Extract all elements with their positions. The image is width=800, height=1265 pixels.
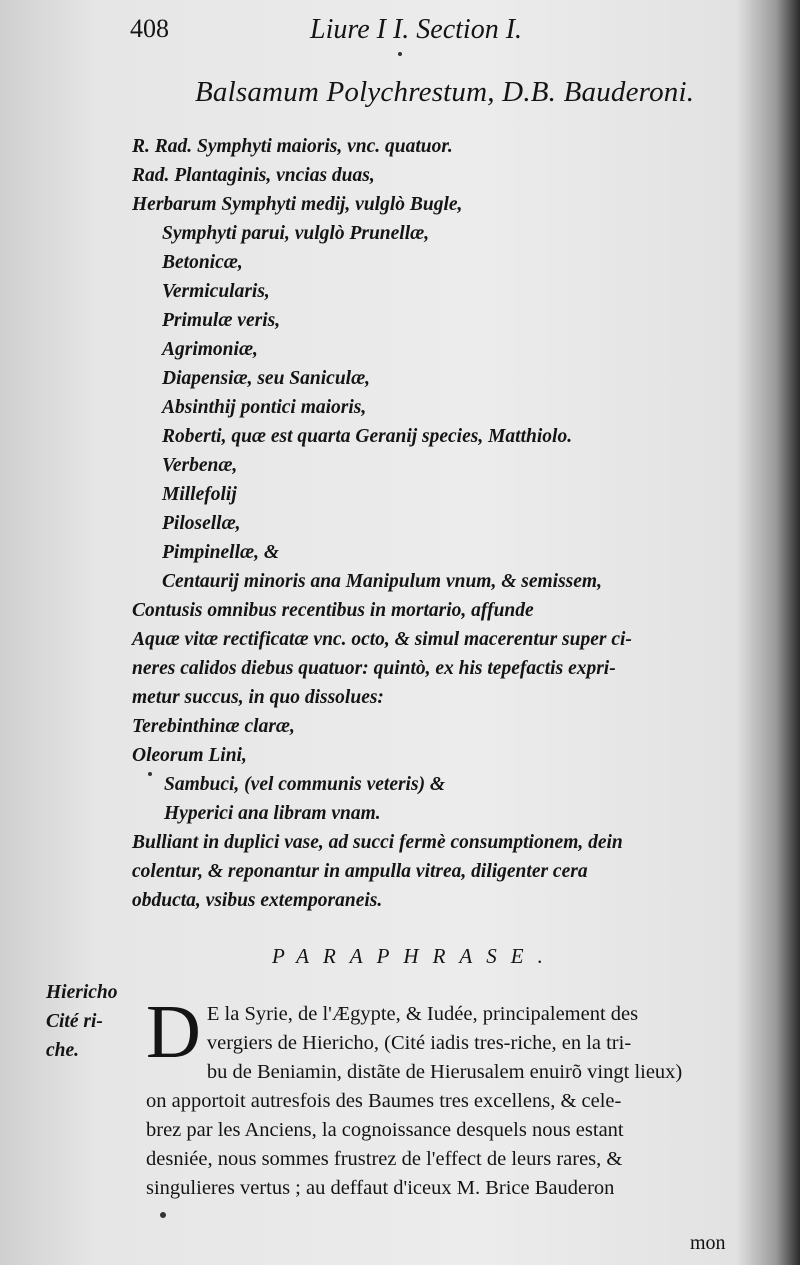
- recipe-line: obducta, vsibus extemporaneis.: [132, 890, 383, 911]
- recipe-line: Herbarum Symphyti medij, vulglò Bugle,: [132, 194, 463, 215]
- recipe-line: Pimpinellæ, &: [162, 542, 279, 563]
- recipe-line: Verbenæ,: [162, 455, 238, 476]
- recipe-line: Diapensiæ, seu Saniculæ,: [162, 368, 371, 389]
- margin-note-line: che.: [46, 1040, 80, 1061]
- page-header: [130, 14, 730, 54]
- margin-note-line: Hiericho: [46, 982, 118, 1003]
- margin-note-line: Cité ri-: [46, 1011, 103, 1032]
- page-number: 408: [130, 14, 169, 43]
- recipe-line: Aquæ vitæ rectificatæ vnc. octo, & simul macerentur super ci-: [132, 629, 632, 650]
- recipe-line: Primulæ veris,: [162, 310, 281, 331]
- ink-speck: [398, 52, 402, 56]
- recipe-line: Terebinthinæ claræ,: [132, 716, 295, 737]
- recipe-line: metur succus, in quo dissolues:: [132, 687, 384, 708]
- recipe-line: Betonicæ,: [162, 252, 243, 273]
- body-line: desniée, nous sommes frustrez de l'effect de leurs rares, &: [146, 1148, 623, 1170]
- ink-speck: [148, 772, 152, 776]
- recipe-line: R. Rad. Symphyti maioris, vnc. quatuor.: [132, 136, 453, 157]
- recipe-title: Balsamum Polychrestum, D.B. Bauderoni.: [195, 76, 695, 108]
- body-line: vergiers de Hiericho, (Cité iadis tres-riche, en la tri-: [206, 1032, 632, 1054]
- recipe-list: [132, 132, 752, 915]
- recipe-line: Contusis omnibus recentibus in mortario, affunde: [132, 600, 534, 621]
- recipe-line: Absinthij pontici maioris,: [162, 397, 367, 418]
- running-head: Liure I I. Section I.: [310, 14, 523, 45]
- paraphrase-heading: PARAPHRASE.: [272, 944, 557, 968]
- recipe-line: neres calidos diebus quatuor: quintò, ex his tepefactis expri-: [132, 658, 616, 679]
- recipe-line: colentur, & reponantur in ampulla vitrea, diligenter cera: [132, 861, 588, 882]
- recipe-line: Oleorum Lini,: [132, 745, 247, 766]
- recipe-line: Sambuci, (vel communis veteris) &: [164, 774, 446, 795]
- body-lines: [146, 990, 738, 1203]
- drop-cap: D: [146, 990, 201, 1074]
- recipe-line: Agrimoniæ,: [162, 339, 258, 360]
- recipe-line: Hyperici ana libram vnam.: [164, 803, 381, 824]
- body-line: brez par les Anciens, la cognoissance desquels nous estant: [146, 1119, 624, 1141]
- recipe-line: Bulliant in duplici vase, ad succi fermè consumptionem, dein: [132, 832, 623, 853]
- body-line: on apportoit autresfois des Baumes tres excellens, & cele-: [146, 1090, 622, 1112]
- recipe-line: Millefolij: [162, 484, 237, 505]
- recipe-line: Symphyti parui, vulglò Prunellæ,: [162, 223, 430, 244]
- body-line: singulieres vertus ; au deffaut d'iceux M. Brice Bauderon: [146, 1177, 615, 1199]
- catchword: mon: [690, 1232, 726, 1254]
- ink-speck: [160, 1212, 166, 1218]
- paraphrase-body: [146, 990, 738, 1203]
- recipe-line: Roberti, quæ est quarta Geranij species, Matthiolo.: [162, 426, 573, 447]
- body-line: E la Syrie, de l'Ægypte, & Iudée, principalement des: [206, 1003, 639, 1025]
- recipe-line: Pilosellæ,: [162, 513, 241, 534]
- recipe-line: Vermicularis,: [162, 281, 270, 302]
- body-line: bu de Beniamin, distãte de Hierusalem enuirõ vingt lieux): [206, 1061, 683, 1083]
- recipe-line: Centaurij minoris ana Manipulum vnum, & semissem,: [162, 571, 602, 592]
- recipe-line: Rad. Plantaginis, vncias duas,: [132, 165, 375, 186]
- margin-note: [46, 978, 141, 1065]
